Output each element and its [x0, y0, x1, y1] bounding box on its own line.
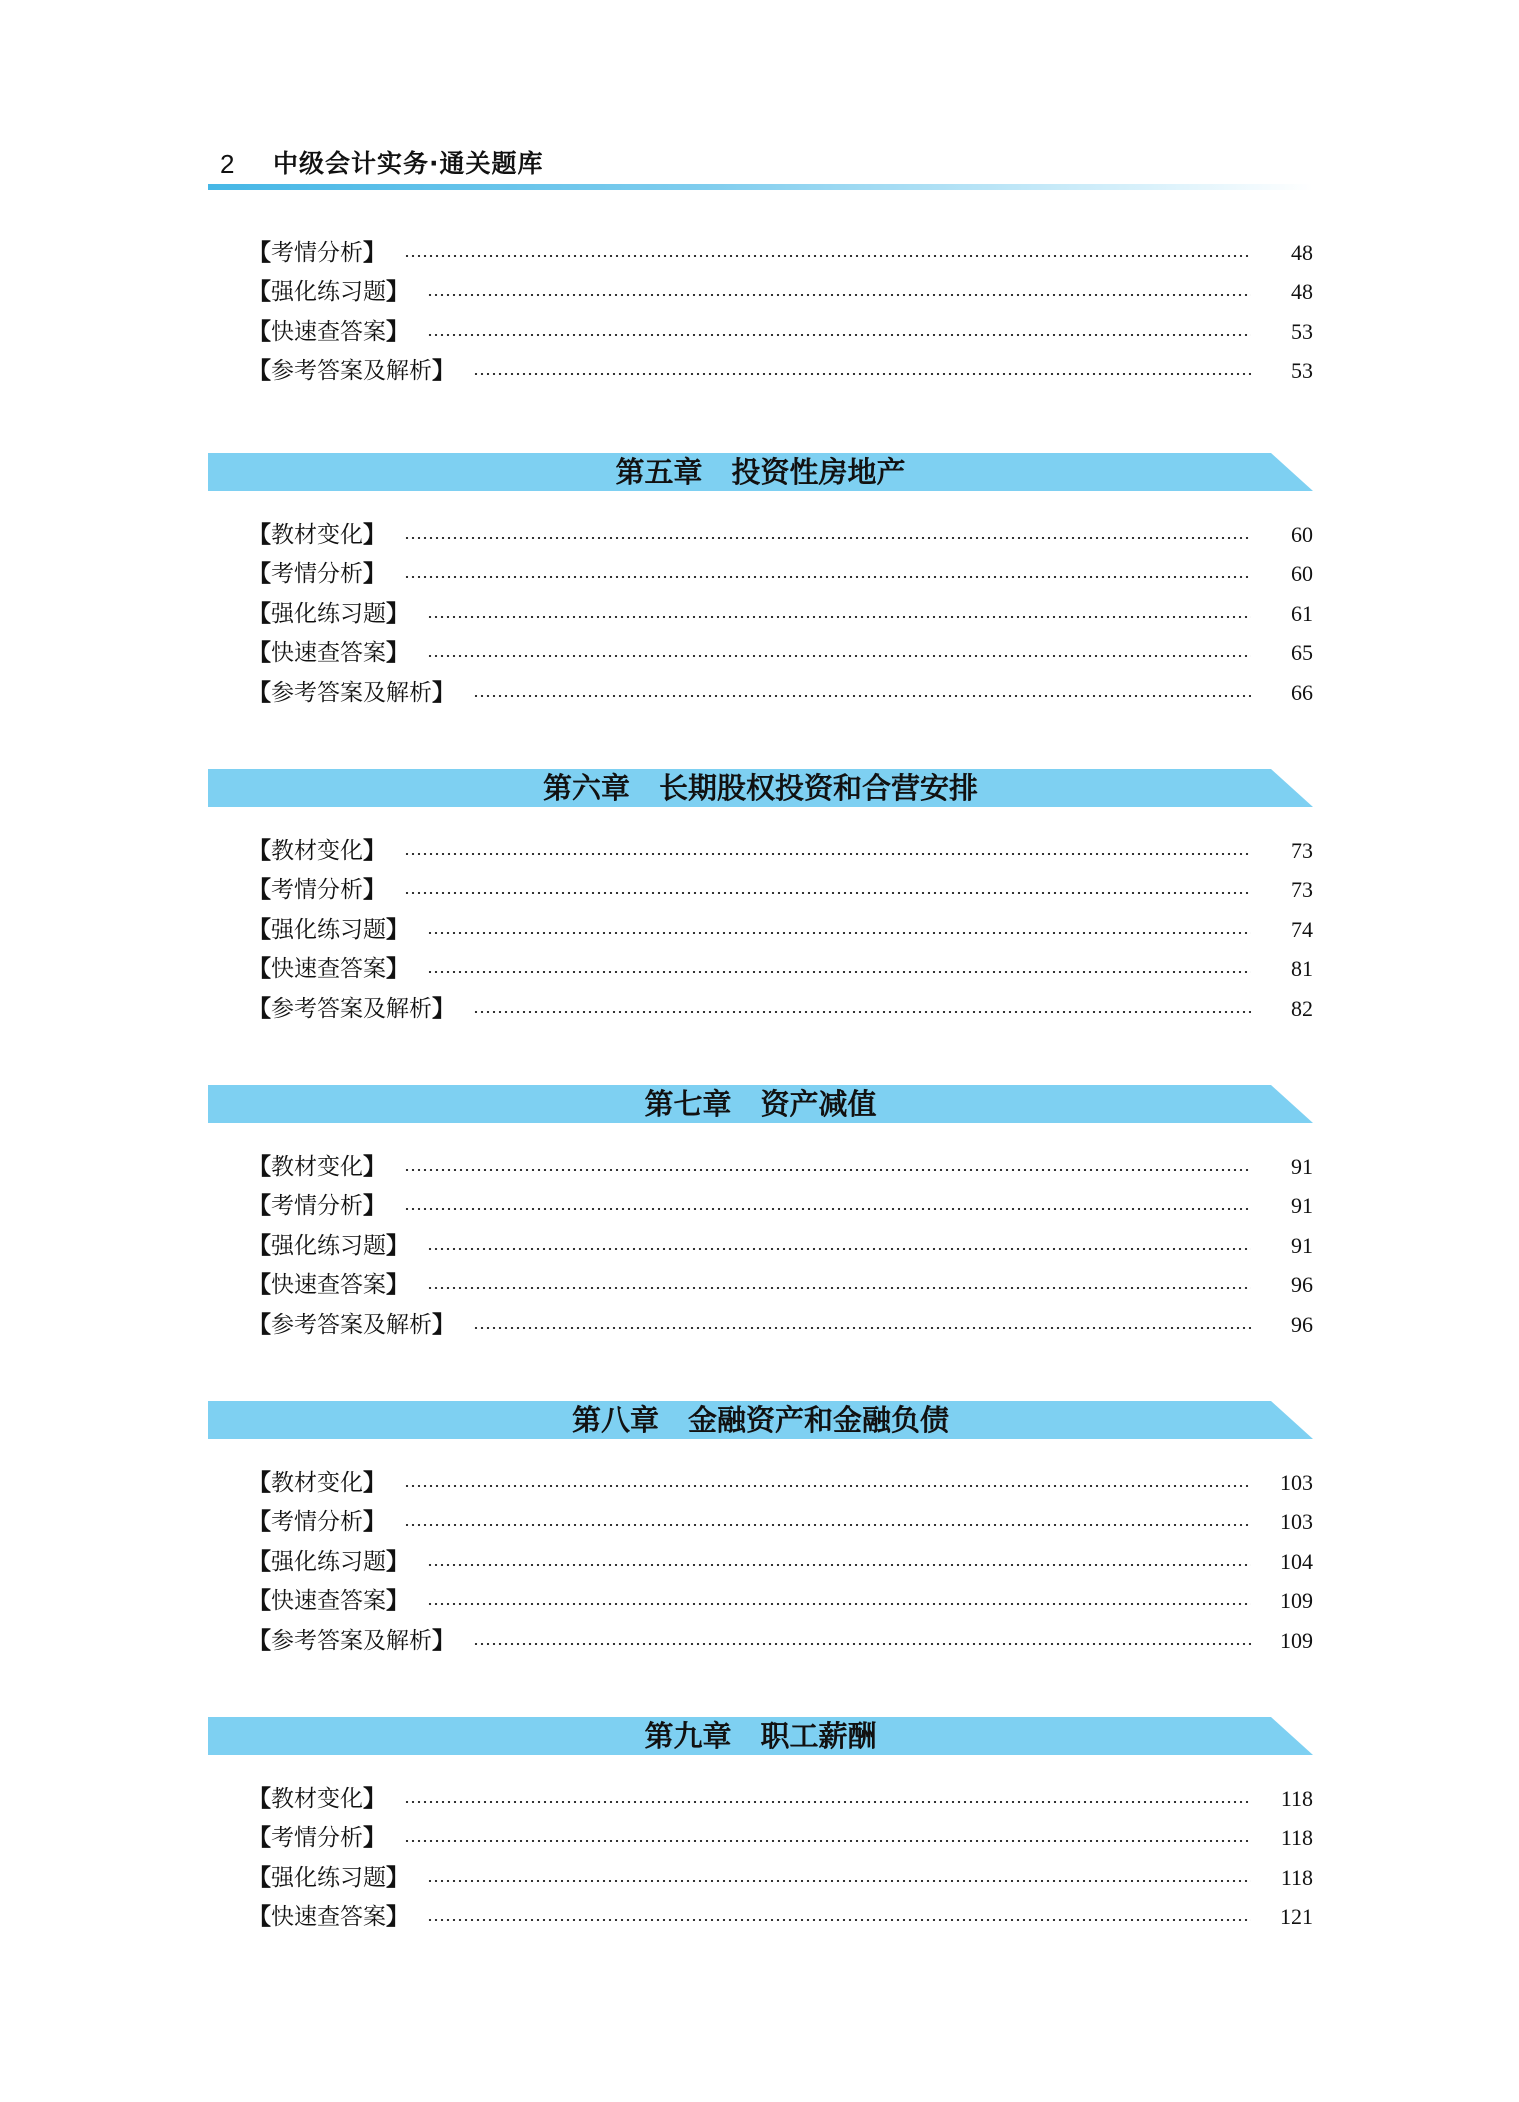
toc-entry[interactable]	[208, 1266, 1313, 1306]
toc-entry-label: 【快速查答案】	[248, 1588, 409, 1615]
toc-entry-label: 【考情分析】	[248, 561, 386, 588]
dot-leader	[427, 932, 1251, 934]
toc-entry[interactable]	[208, 312, 1313, 352]
book-title: 中级会计实务·通关题库	[273, 149, 544, 178]
chapter-section	[208, 1717, 1313, 1937]
dot-leader	[404, 1485, 1251, 1487]
dot-leader	[427, 294, 1251, 296]
dot-leader	[404, 1169, 1251, 1171]
dot-leader	[427, 1919, 1251, 1921]
toc-entry-page: 73	[1291, 837, 1313, 863]
toc-entry[interactable]	[208, 871, 1313, 911]
toc-entry-page: 60	[1291, 521, 1313, 547]
toc-entry[interactable]	[208, 1819, 1313, 1859]
dot-leader	[427, 616, 1251, 618]
toc-entry-label: 【快速查答案】	[248, 640, 409, 667]
toc-entry[interactable]	[208, 273, 1313, 313]
dot-leader	[404, 1524, 1251, 1526]
chapter-banner	[208, 453, 1313, 491]
toc-entry[interactable]	[208, 831, 1313, 871]
chapter-title: 第六章 长期股权投资和合营安排	[542, 771, 978, 805]
dot-leader	[404, 892, 1251, 894]
toc-entry-label: 【快速查答案】	[248, 956, 409, 983]
toc-entry[interactable]	[208, 1779, 1313, 1819]
toc-entry[interactable]	[208, 352, 1313, 392]
dot-leader	[404, 1801, 1251, 1803]
toc-entry-page: 91	[1291, 1153, 1313, 1179]
dot-leader	[404, 853, 1251, 855]
toc-entry-page: 53	[1291, 318, 1313, 344]
toc-entry-label: 【参考答案及解析】	[248, 1311, 455, 1338]
chapter-title: 第七章 资产减值	[644, 1087, 877, 1121]
toc-entry-page: 103	[1280, 1469, 1313, 1495]
chapter-banner	[208, 769, 1313, 807]
toc-entry[interactable]	[208, 1582, 1313, 1622]
toc-list	[208, 1463, 1313, 1661]
toc-entry-label: 【强化练习题】	[248, 1548, 409, 1575]
toc-entry-page: 66	[1291, 679, 1313, 705]
toc-entry-page: 91	[1291, 1193, 1313, 1219]
dot-leader	[427, 655, 1251, 657]
toc-entry-label: 【快速查答案】	[248, 1904, 409, 1931]
toc-entry-label: 【教材变化】	[248, 837, 386, 864]
toc-entry-page: 91	[1291, 1232, 1313, 1258]
toc-entry-page: 65	[1291, 640, 1313, 666]
dot-leader	[427, 1564, 1251, 1566]
dot-leader	[473, 1011, 1251, 1013]
toc-entry-label: 【快速查答案】	[248, 318, 409, 345]
dot-leader	[427, 1287, 1251, 1289]
dot-leader	[404, 1208, 1251, 1210]
chapter-section	[208, 769, 1313, 1029]
toc-entry[interactable]	[208, 1898, 1313, 1938]
toc-entry-page: 104	[1280, 1548, 1313, 1574]
dot-leader	[427, 334, 1251, 336]
toc-entry-label: 【强化练习题】	[248, 1864, 409, 1891]
dot-leader	[473, 1643, 1251, 1645]
toc-entry[interactable]	[208, 1187, 1313, 1227]
toc-entry-page: 81	[1291, 956, 1313, 982]
dot-leader	[473, 373, 1251, 375]
toc-entry[interactable]	[208, 1463, 1313, 1503]
toc-entry-page: 118	[1280, 1864, 1313, 1890]
dot-leader	[404, 1840, 1251, 1842]
toc-entry[interactable]	[208, 1226, 1313, 1266]
dot-leader	[404, 537, 1251, 539]
toc-entry-label: 【强化练习题】	[248, 916, 409, 943]
toc-entry-label: 【考情分析】	[248, 1193, 386, 1220]
toc-entry-page: 121	[1280, 1904, 1313, 1930]
toc-entry-label: 【考情分析】	[248, 239, 386, 266]
chapter-title: 第九章 职工薪酬	[644, 1719, 877, 1753]
toc-entry[interactable]	[208, 950, 1313, 990]
toc-entry-label: 【考情分析】	[248, 877, 386, 904]
toc-entry-page: 53	[1291, 358, 1313, 384]
toc-section-continued	[208, 233, 1313, 391]
toc-entry-page: 109	[1280, 1588, 1313, 1614]
toc-entry-label: 【考情分析】	[248, 1509, 386, 1536]
toc-entry-page: 103	[1280, 1509, 1313, 1535]
toc-entry-label: 【考情分析】	[248, 1825, 386, 1852]
toc-entry[interactable]	[208, 989, 1313, 1029]
chapter-section	[208, 1401, 1313, 1661]
toc-entry-label: 【教材变化】	[248, 1469, 386, 1496]
toc-entry-page: 48	[1291, 279, 1313, 305]
chapter-banner	[208, 1085, 1313, 1123]
toc-entry-page: 96	[1291, 1311, 1313, 1337]
chapter-section	[208, 1085, 1313, 1345]
dot-leader	[427, 971, 1251, 973]
toc-list	[208, 233, 1313, 391]
toc-entry-label: 【参考答案及解析】	[248, 358, 455, 385]
chapter-title: 第五章 投资性房地产	[615, 455, 906, 489]
toc-entry[interactable]	[208, 1147, 1313, 1187]
toc-list	[208, 1147, 1313, 1345]
toc-entry-page: 74	[1291, 916, 1313, 942]
dot-leader	[427, 1603, 1251, 1605]
toc-entry-label: 【参考答案及解析】	[248, 1627, 455, 1654]
toc-entry-page: 109	[1280, 1627, 1313, 1653]
page-number: 2	[220, 149, 235, 179]
toc-entry[interactable]	[208, 594, 1313, 634]
toc-entry[interactable]	[208, 673, 1313, 713]
toc-entry-label: 【参考答案及解析】	[248, 995, 455, 1022]
toc-entry[interactable]	[208, 515, 1313, 555]
toc-entry-label: 【教材变化】	[248, 521, 386, 548]
toc-entry-label: 【参考答案及解析】	[248, 679, 455, 706]
dot-leader	[427, 1880, 1251, 1882]
toc-entry[interactable]	[208, 1305, 1313, 1345]
dot-leader	[473, 1327, 1251, 1329]
toc-entry-page: 73	[1291, 877, 1313, 903]
toc-entry[interactable]	[208, 910, 1313, 950]
toc-entry-label: 【强化练习题】	[248, 600, 409, 627]
dot-leader	[404, 576, 1251, 578]
page-header	[208, 148, 1313, 188]
toc-entry-page: 118	[1280, 1825, 1313, 1851]
dot-leader	[427, 1248, 1251, 1250]
toc-entry[interactable]	[208, 1542, 1313, 1582]
toc-entry-page: 96	[1291, 1272, 1313, 1298]
toc-entry[interactable]	[208, 1621, 1313, 1661]
toc-list	[208, 831, 1313, 1029]
toc-list	[208, 515, 1313, 713]
toc-entry-page: 61	[1291, 600, 1313, 626]
chapter-title: 第八章 金融资产和金融负债	[571, 1403, 949, 1437]
toc-entry-page: 60	[1291, 561, 1313, 587]
toc-entry-page: 82	[1291, 995, 1313, 1021]
toc-entry[interactable]	[208, 1858, 1313, 1898]
toc-entry-page: 118	[1280, 1785, 1313, 1811]
dot-leader	[404, 255, 1251, 257]
toc-entry[interactable]	[208, 1503, 1313, 1543]
toc-entry[interactable]	[208, 634, 1313, 674]
chapter-section	[208, 453, 1313, 713]
dot-leader	[473, 695, 1251, 697]
chapter-banner	[208, 1717, 1313, 1755]
toc-entry-page: 48	[1291, 239, 1313, 265]
toc-list	[208, 1779, 1313, 1937]
toc-entry-label: 【快速查答案】	[248, 1272, 409, 1299]
toc-entry-label: 【强化练习题】	[248, 279, 409, 306]
toc-entry[interactable]	[208, 555, 1313, 595]
toc-entry-label: 【教材变化】	[248, 1153, 386, 1180]
toc-entry-label: 【教材变化】	[248, 1785, 386, 1812]
toc-entry[interactable]	[208, 233, 1313, 273]
header-rule	[208, 184, 1313, 190]
toc-entry-label: 【强化练习题】	[248, 1232, 409, 1259]
chapter-banner	[208, 1401, 1313, 1439]
